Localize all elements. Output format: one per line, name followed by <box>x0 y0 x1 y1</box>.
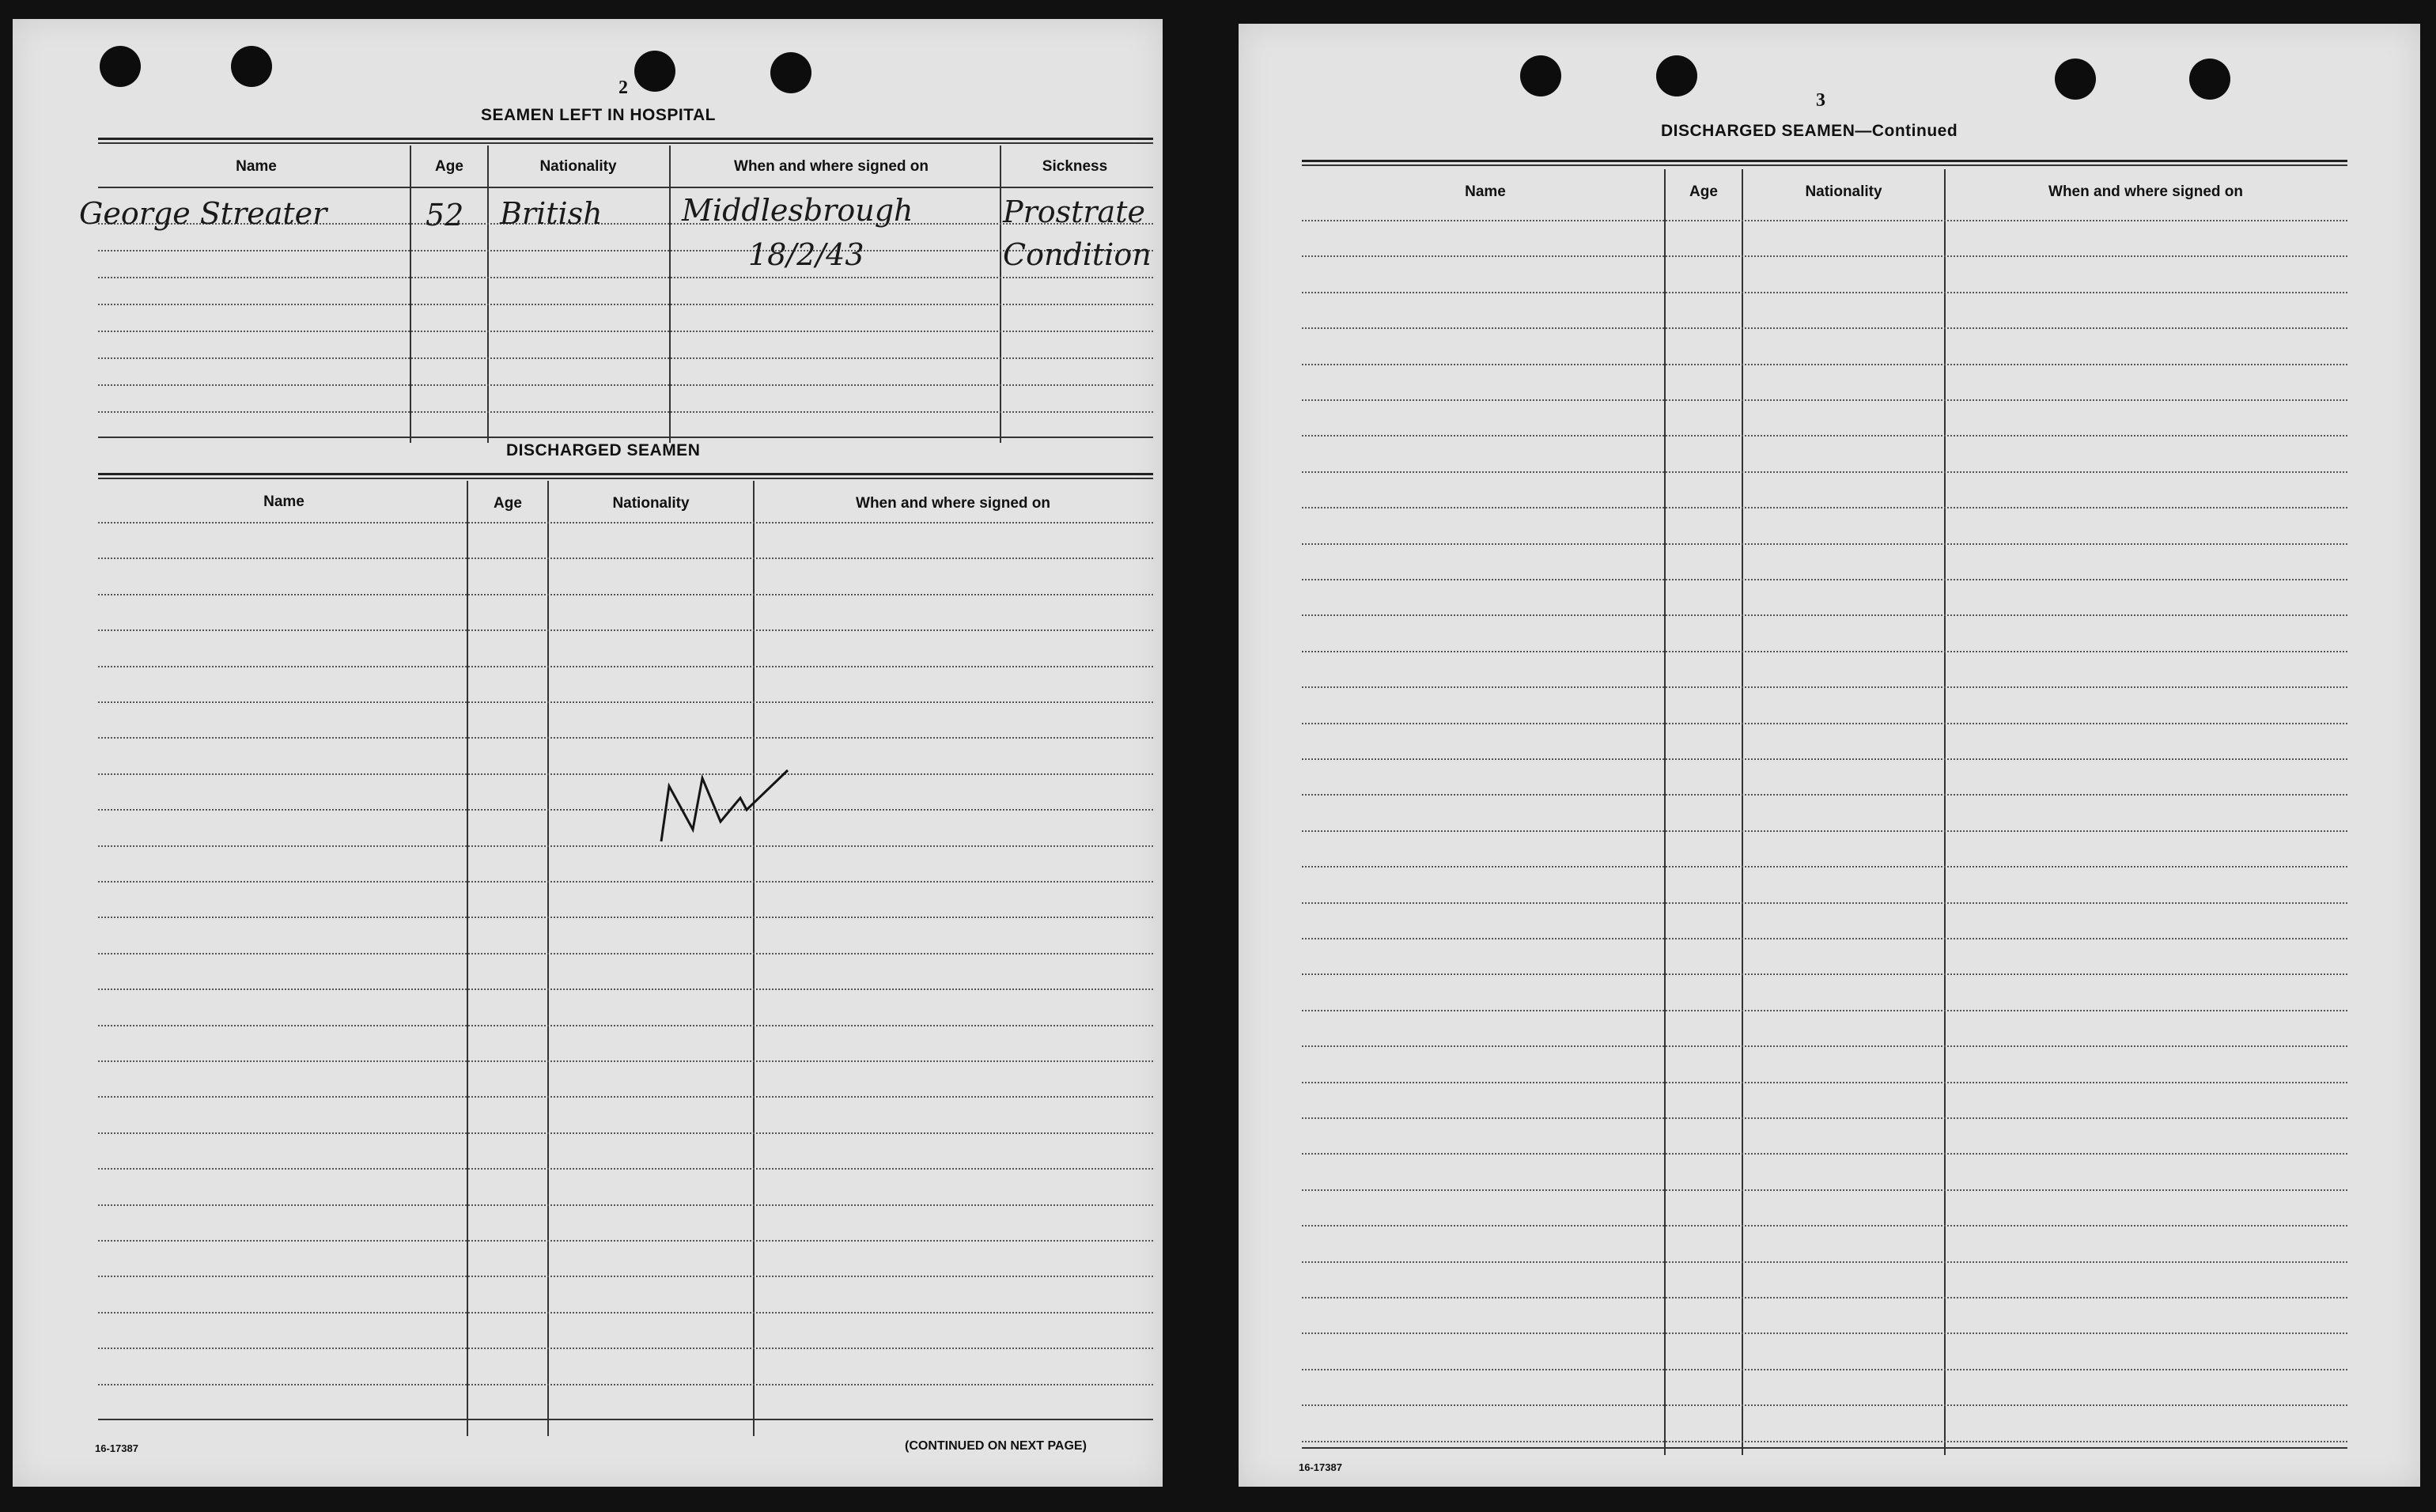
row-line <box>98 357 1153 359</box>
row-line <box>98 629 1153 631</box>
row-line <box>1302 543 2347 545</box>
row-line <box>1302 327 2347 329</box>
entry-signed-on-date: 18/2/43 <box>748 237 864 272</box>
row-line <box>1302 507 2347 508</box>
row-line <box>1302 255 2347 257</box>
column-header-signed-on: When and where signed on <box>734 158 929 175</box>
row-line <box>98 1132 1153 1134</box>
punch-hole <box>634 51 675 92</box>
row-line <box>98 1276 1153 1277</box>
row-line <box>98 1025 1153 1026</box>
punch-hole <box>2189 59 2230 100</box>
column-header-name: Name <box>1465 183 1506 200</box>
column-header-name: Name <box>236 158 277 175</box>
row-line <box>98 331 1153 332</box>
row-line <box>1302 1369 2347 1370</box>
row-line <box>1302 435 2347 437</box>
row-line <box>98 666 1153 667</box>
row-line <box>1302 866 2347 868</box>
entry-nationality: British <box>500 196 603 231</box>
table-top-rule <box>1302 160 2347 162</box>
column-header-nationality: Nationality <box>539 158 617 175</box>
row-line <box>98 1204 1153 1206</box>
column-divider <box>487 146 489 443</box>
punch-hole <box>100 46 141 87</box>
row-line <box>98 411 1153 413</box>
row-line <box>98 1312 1153 1314</box>
row-line <box>98 1240 1153 1242</box>
form-number: 16-17387 <box>95 1442 138 1454</box>
row-line <box>98 773 1153 775</box>
row-line <box>1302 364 2347 365</box>
row-line <box>1302 794 2347 796</box>
punch-hole <box>770 52 811 93</box>
column-header-signed-on: When and where signed on <box>856 495 1050 512</box>
table-bottom-rule <box>98 1419 1153 1420</box>
row-line <box>98 277 1153 278</box>
row-line <box>1302 1010 2347 1011</box>
column-header-age: Age <box>494 495 522 512</box>
continued-note: (CONTINUED ON NEXT PAGE) <box>905 1439 1087 1453</box>
handwritten-initials <box>645 754 827 857</box>
row-line <box>1302 1261 2347 1263</box>
entry-sickness: Condition <box>1003 237 1152 272</box>
table-bottom-rule <box>1302 1447 2347 1449</box>
row-line <box>1302 1117 2347 1119</box>
row-line <box>1302 220 2347 221</box>
column-divider <box>547 481 549 1436</box>
entry-sickness: Prostrate <box>1003 195 1145 229</box>
row-line <box>98 304 1153 305</box>
section-title-discharged-continued: DISCHARGED SEAMEN—Continued <box>1661 122 1958 140</box>
row-line <box>98 1096 1153 1098</box>
row-line <box>1302 651 2347 652</box>
table-bottom-rule <box>98 437 1153 438</box>
column-header-signed-on: When and where signed on <box>2048 183 2243 200</box>
table-top-rule <box>98 473 1153 475</box>
row-line <box>98 1384 1153 1385</box>
row-line <box>98 1168 1153 1170</box>
row-line <box>98 881 1153 883</box>
row-line <box>1302 399 2347 401</box>
row-line <box>98 737 1153 739</box>
row-line <box>1302 723 2347 724</box>
punch-hole <box>231 46 272 87</box>
row-line <box>98 917 1153 918</box>
row-line <box>98 845 1153 847</box>
row-line <box>98 558 1153 559</box>
row-line <box>1302 579 2347 580</box>
row-line <box>98 1348 1153 1349</box>
row-line <box>98 988 1153 990</box>
entry-age: 52 <box>426 198 464 232</box>
table-top-rule <box>1302 164 2347 166</box>
page-number: 2 <box>618 77 628 98</box>
row-line <box>1302 292 2347 293</box>
column-divider <box>1000 146 1001 443</box>
row-line <box>1302 686 2347 688</box>
section-title-discharged: DISCHARGED SEAMEN <box>506 441 701 459</box>
row-line <box>1302 614 2347 616</box>
column-header-sickness: Sickness <box>1042 158 1108 175</box>
row-line <box>98 522 1153 524</box>
column-header-name: Name <box>263 493 304 510</box>
left-page <box>13 19 1163 1487</box>
row-line <box>1302 938 2347 939</box>
row-line <box>1302 973 2347 975</box>
column-header-nationality: Nationality <box>612 495 690 512</box>
entry-signed-on-place: Middlesbrough <box>682 193 914 228</box>
column-divider <box>753 481 755 1436</box>
table-top-rule <box>98 138 1153 140</box>
punch-hole <box>1656 55 1697 96</box>
row-line <box>98 701 1153 703</box>
section-title-hospital: SEAMEN LEFT IN HOSPITAL <box>481 106 716 124</box>
table-top-rule <box>98 478 1153 479</box>
row-line <box>1302 1332 2347 1334</box>
column-divider <box>410 146 411 443</box>
row-line <box>98 250 1153 251</box>
row-line <box>1302 1082 2347 1083</box>
row-line <box>1302 1189 2347 1191</box>
row-line <box>1302 1153 2347 1155</box>
row-line <box>98 809 1153 811</box>
right-page <box>1239 24 2420 1487</box>
row-line <box>1302 1404 2347 1406</box>
row-line <box>1302 1045 2347 1047</box>
row-line <box>98 594 1153 595</box>
column-header-age: Age <box>1689 183 1718 200</box>
row-line <box>1302 758 2347 760</box>
row-line <box>1302 1225 2347 1227</box>
table-top-rule <box>98 142 1153 144</box>
row-line <box>98 1060 1153 1062</box>
row-line <box>98 384 1153 386</box>
row-line <box>1302 1297 2347 1298</box>
header-rule <box>98 187 1153 188</box>
column-header-age: Age <box>435 158 463 175</box>
entry-name: George Streater <box>79 196 327 231</box>
column-divider <box>467 481 468 1436</box>
column-header-nationality: Nationality <box>1805 183 1882 200</box>
row-line <box>1302 902 2347 904</box>
row-line <box>98 953 1153 954</box>
punch-hole <box>1520 55 1561 96</box>
punch-hole <box>2055 59 2096 100</box>
page-number: 3 <box>1816 90 1825 111</box>
row-line <box>1302 471 2347 473</box>
form-number: 16-17387 <box>1299 1461 1342 1473</box>
row-line <box>1302 830 2347 832</box>
column-divider <box>669 146 671 443</box>
row-line <box>1302 1441 2347 1442</box>
